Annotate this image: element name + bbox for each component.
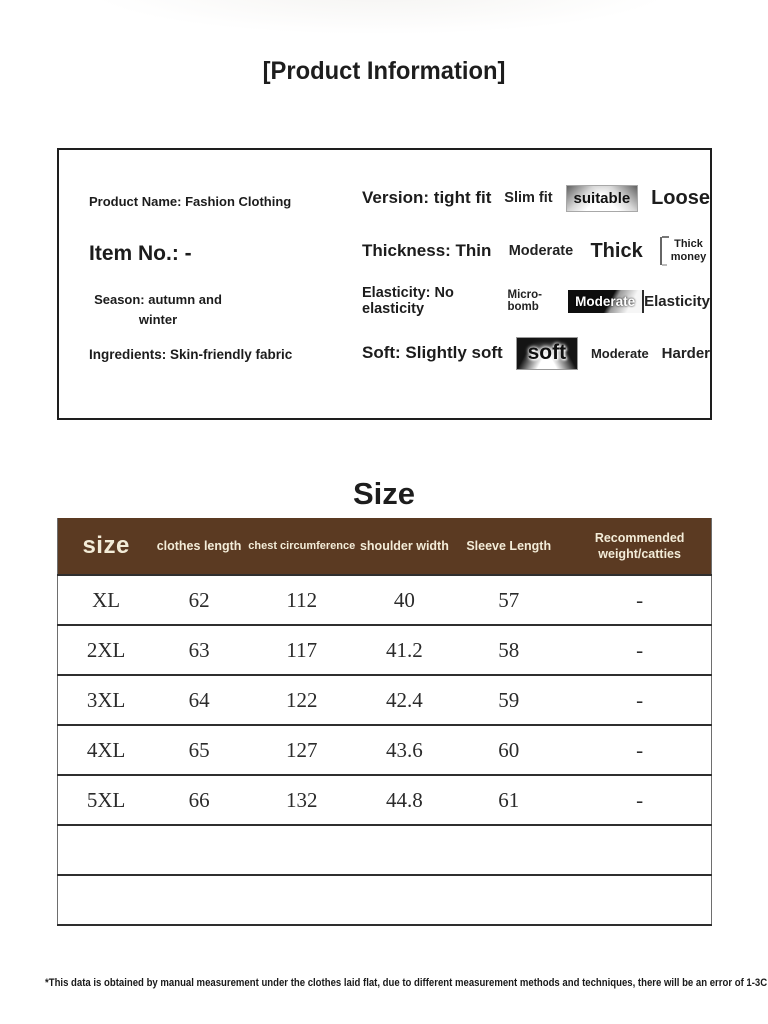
elasticity-option-moderate-selected-marker: Moderate [568, 290, 644, 313]
version-option-suitable-selected-marker: suitable [566, 185, 639, 212]
softness-label: Soft: Slightly soft [362, 343, 503, 362]
season-line-1: Season: autumn and [94, 292, 222, 307]
column-header-sleeve-length: Sleeve Length [449, 518, 568, 575]
thickness-option-thick-money-selected-marker: Thick money [660, 237, 710, 265]
column-header-chest-circumference: chest circumference [244, 518, 360, 575]
attribute-row-elasticity [362, 282, 710, 320]
size-table-header-row [58, 518, 712, 575]
cell-weight: - [568, 675, 711, 725]
season-line-2: winter [138, 312, 178, 327]
season-label [73, 290, 243, 330]
cell-weight: - [568, 725, 711, 775]
measurement-disclaimer: *This data is obtained by manual measurement under the clothes laid flat, due to different measurement methods and techniques, there will be an error of 1-3C [45, 977, 768, 989]
table-row-2xl [58, 625, 712, 675]
cell-sleeve: 58 [449, 625, 568, 675]
cell-shoulder: 42.4 [360, 675, 450, 725]
table-row-empty [58, 825, 712, 875]
cell-clothes-length: 63 [154, 625, 244, 675]
softness-option-harder: Harder [661, 344, 710, 362]
cell-shoulder: 40 [360, 575, 450, 625]
cell-sleeve: 60 [449, 725, 568, 775]
cell-size: 5XL [58, 775, 155, 825]
thickness-option-thick: Thick [590, 239, 643, 262]
cell-clothes-length: 64 [154, 675, 244, 725]
cell-size: 3XL [58, 675, 155, 725]
cell-chest: 132 [244, 775, 360, 825]
attribute-row-thickness [362, 230, 710, 272]
product-name-label: Product Name: Fashion Clothing [89, 194, 292, 209]
table-row-empty [58, 875, 712, 925]
table-row-4xl [58, 725, 712, 775]
column-header-recommended-weight: Recommended weight/catties [568, 518, 711, 575]
faded-product-image [90, 0, 670, 34]
cell-chest: 117 [244, 625, 360, 675]
attribute-row-softness [362, 330, 710, 376]
cell-chest: 122 [244, 675, 360, 725]
size-table [57, 518, 712, 926]
version-option-slim-fit: Slim fit [504, 190, 553, 206]
cell-clothes-length: 62 [154, 575, 244, 625]
cell-sleeve: 57 [449, 575, 568, 625]
cell-clothes-length: 65 [154, 725, 244, 775]
column-header-clothes-length: clothes length [154, 518, 244, 575]
cell-shoulder: 41.2 [360, 625, 450, 675]
ingredients-label: Ingredients: Skin-friendly fabric [89, 347, 293, 362]
cell-weight: - [568, 575, 711, 625]
cell-size: 2XL [58, 625, 155, 675]
softness-option-soft-selected-marker: soft [516, 337, 579, 370]
cell-shoulder: 44.8 [360, 775, 450, 825]
cell-weight: - [568, 775, 711, 825]
size-heading: Size [352, 476, 416, 511]
thickness-label: Thickness: Thin [362, 241, 492, 260]
item-number-label: Item No.: - [89, 242, 192, 265]
column-header-size: size [58, 518, 155, 575]
cell-clothes-length: 66 [154, 775, 244, 825]
cell-sleeve: 59 [449, 675, 568, 725]
cell-size: XL [58, 575, 155, 625]
table-row-5xl [58, 775, 712, 825]
product-info-box [57, 148, 712, 420]
page-title: [Product Information] [262, 57, 506, 85]
elasticity-label: Elasticity: No elasticity [362, 285, 454, 317]
cell-weight: - [568, 625, 711, 675]
table-row-3xl [58, 675, 712, 725]
softness-option-moderate: Moderate [590, 345, 649, 361]
column-header-shoulder-width: shoulder width [360, 518, 450, 575]
thickness-option-moderate: Moderate [508, 243, 574, 259]
version-label: Version: tight fit [362, 188, 492, 207]
attribute-row-version [362, 178, 710, 218]
elasticity-option-micro-bomb: Micro-bomb [507, 289, 542, 313]
cell-chest: 127 [244, 725, 360, 775]
cell-shoulder: 43.6 [360, 725, 450, 775]
cell-size: 4XL [58, 725, 155, 775]
table-row-xl [58, 575, 712, 625]
cell-sleeve: 61 [449, 775, 568, 825]
cell-chest: 112 [244, 575, 360, 625]
elasticity-option-elasticity: Elasticity [644, 292, 710, 310]
version-option-loose: Loose [651, 186, 710, 209]
